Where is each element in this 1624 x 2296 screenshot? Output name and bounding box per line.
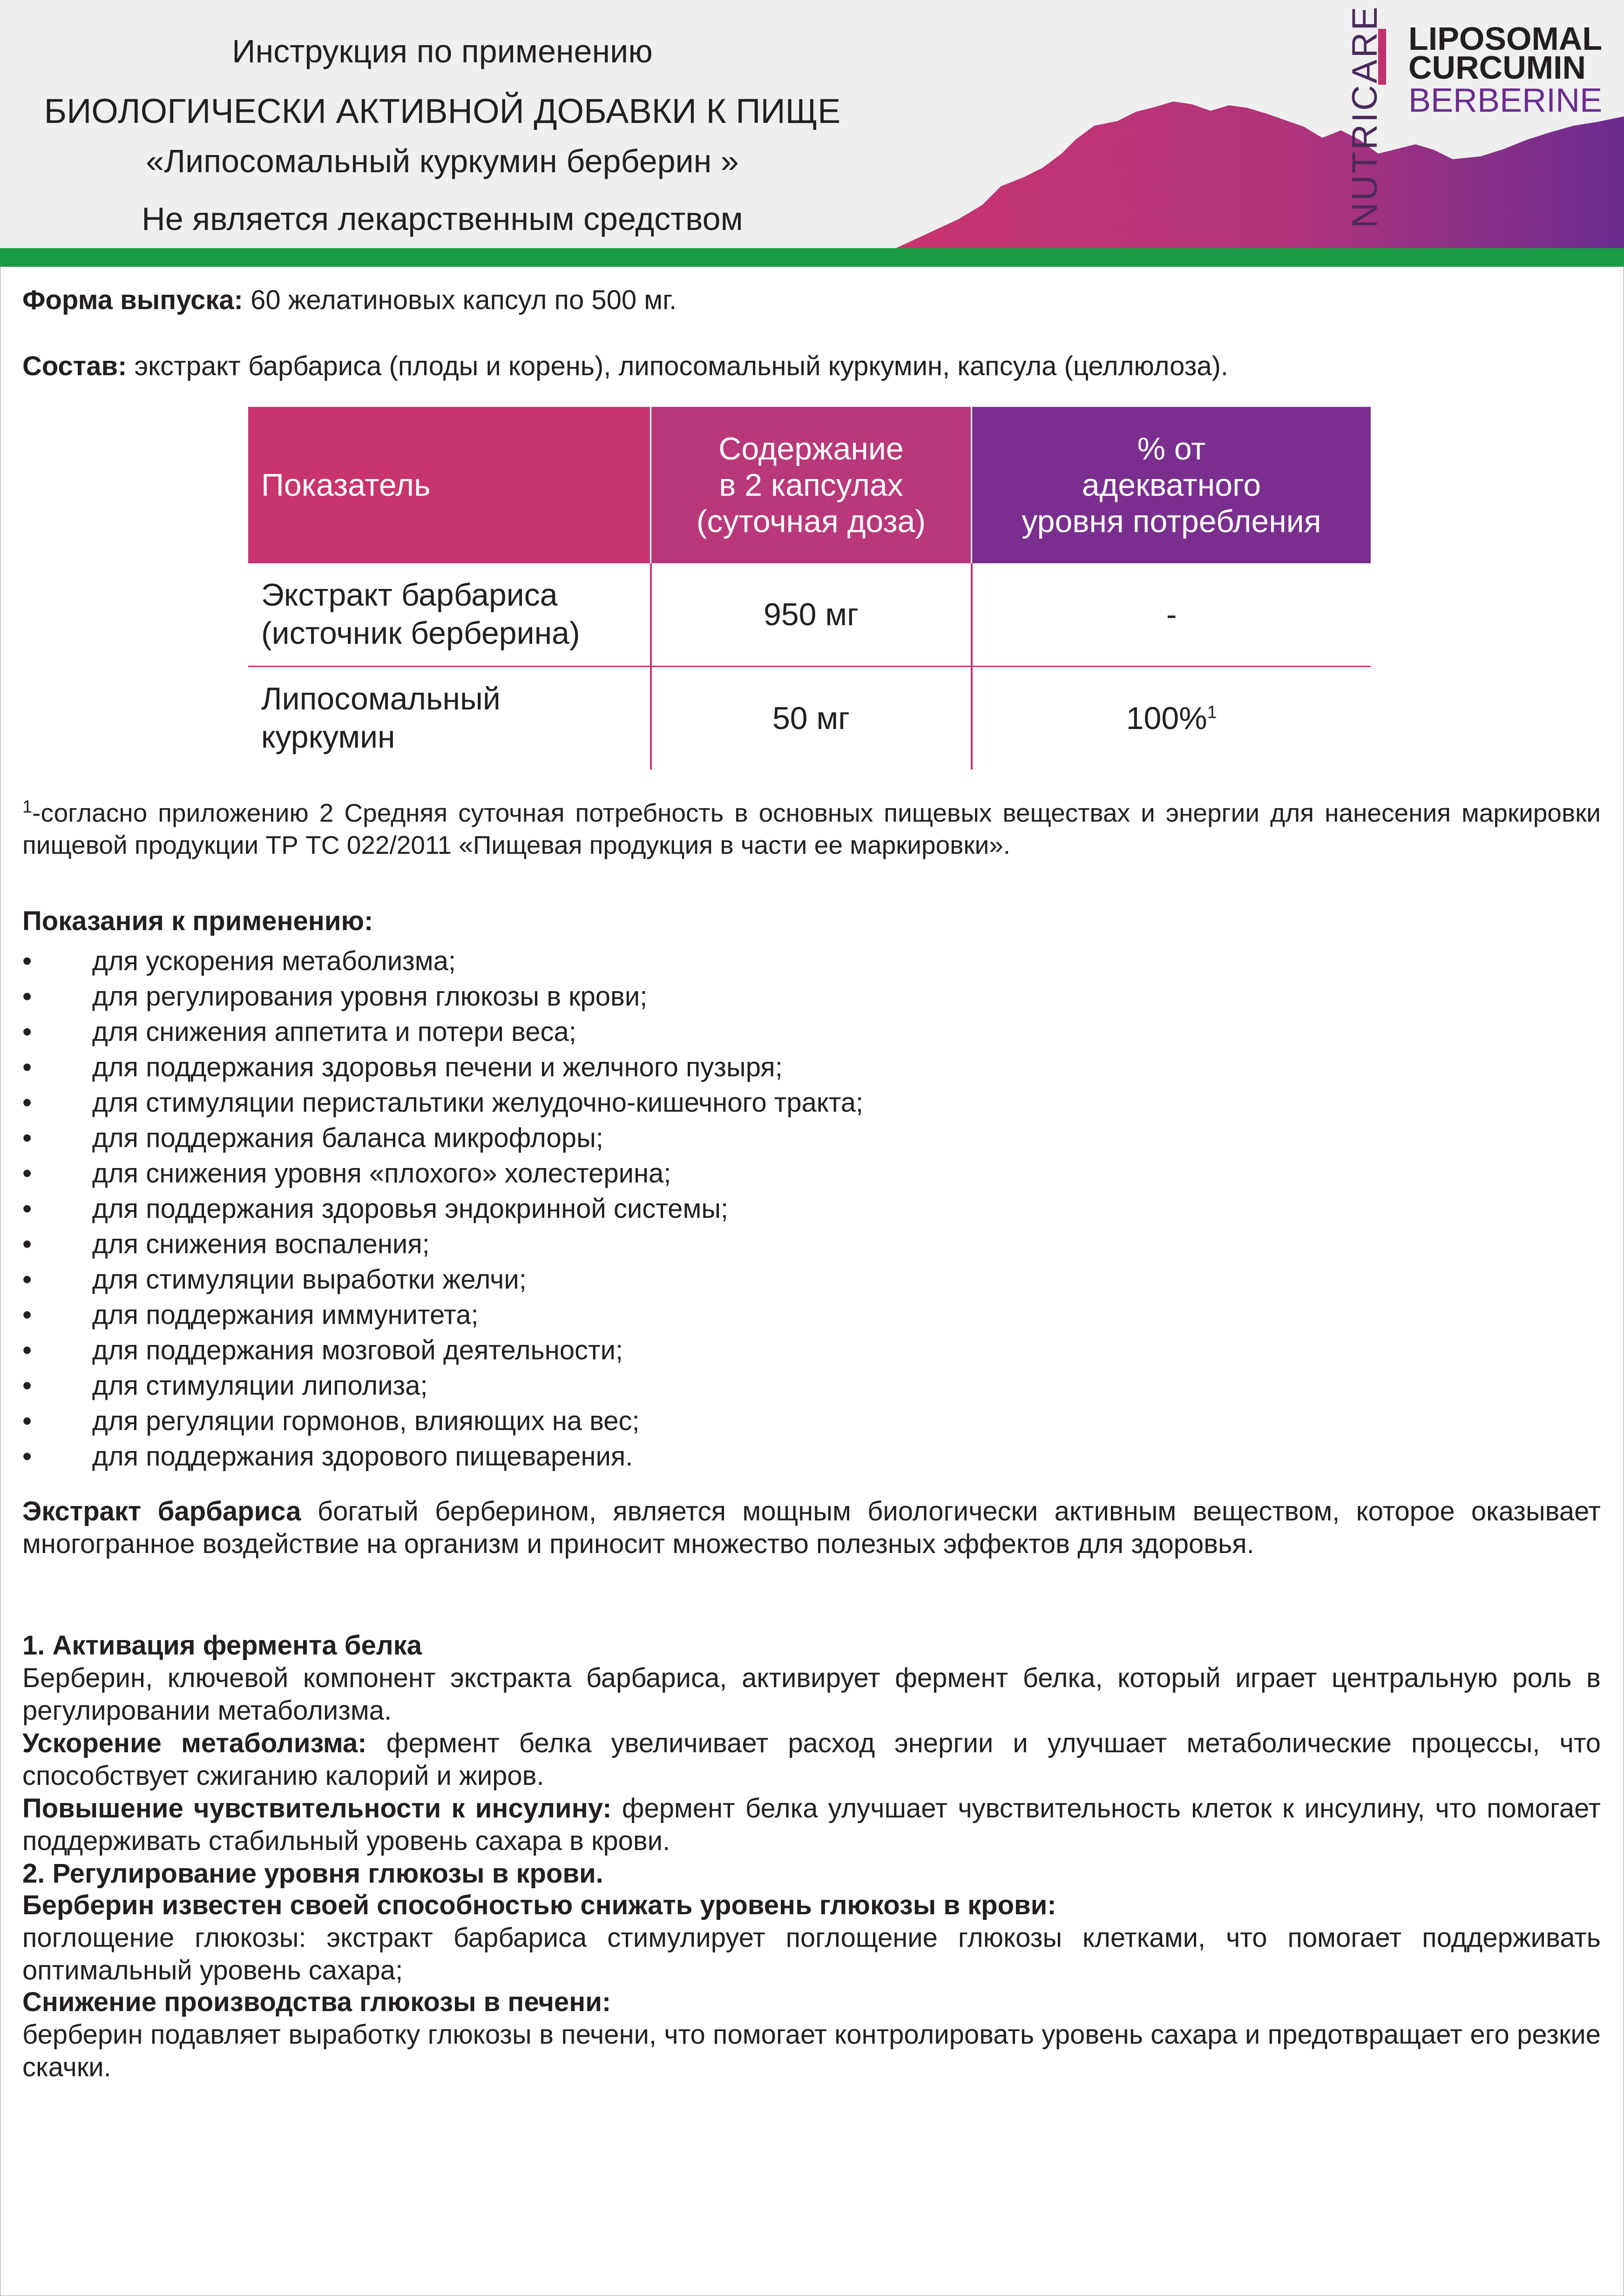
row-amount: 50 мг	[651, 667, 972, 770]
section1-p3-text: фермент белка улучшает чувствительность клеток к инсулину, что помогает поддерживать стабильный уровень сахара в крови.	[22, 1793, 1601, 1856]
list-item-label: для поддержания здорового пищеварения.	[92, 1441, 633, 1472]
section2-subtitle2-text: Снижение производства глюкозы в печени:	[22, 1987, 611, 2017]
section2-subtitle-text: Берберин известен своей способностью снижать уровень глюкозы в крови:	[22, 1890, 1056, 1920]
footnote-mark: 1	[22, 797, 33, 817]
row-percent-sup: 1	[1207, 702, 1217, 723]
row-percent-value: 100%	[1126, 701, 1207, 736]
list-item-label: для регуляции гормонов, влияющих на вес;	[92, 1406, 640, 1436]
table-header-row	[248, 407, 1371, 563]
section1-title	[22, 1629, 1601, 1662]
footnote	[22, 797, 1601, 861]
bullet-dot: •	[22, 1229, 32, 1259]
row-name	[248, 563, 651, 667]
list-item-label: для снижения воспаления;	[92, 1229, 430, 1259]
section1-p2-bold: Ускорение метаболизма:	[22, 1728, 367, 1758]
bullet-dot: •	[22, 946, 32, 976]
header-line-4: Не является лекарственным средством	[142, 201, 743, 237]
table-row	[248, 667, 1371, 770]
bullet-dot: •	[22, 1264, 32, 1295]
row-name	[248, 667, 651, 770]
table-header-indicator: Показатель	[248, 407, 651, 563]
section1-text: Берберин, ключевой компонент экстракта барбариса, активирует фермент белка, который играет центральную роль в регулировании метаболизма.	[22, 1663, 1601, 1726]
header3-line: % от	[1137, 431, 1206, 466]
table-header-content	[651, 407, 972, 563]
list-item-label: для ускорения метаболизма;	[92, 946, 456, 976]
bullet-dot: •	[22, 1158, 32, 1189]
bullet-dot: •	[22, 1371, 32, 1401]
row-percent	[972, 667, 1371, 770]
bullet-dot: •	[22, 1194, 32, 1224]
composition-value: экстракт барбариса (плоды и корень), липосомальный куркумин, капсула (целлюлоза).	[127, 351, 1229, 381]
row-amount: 950 мг	[651, 563, 972, 667]
extract-bold: Экстракт барбариса	[22, 1496, 301, 1526]
composition-label: Состав:	[22, 351, 127, 381]
row-percent: -	[972, 563, 1371, 667]
header-green-bar	[0, 248, 1624, 267]
form-line	[22, 284, 1601, 317]
list-item-label: для поддержания здоровья печени и желчного пузыря;	[92, 1052, 783, 1082]
bullet-dot: •	[22, 1017, 32, 1047]
header-line-2: БИОЛОГИЧЕСКИ АКТИВНОЙ ДОБАВКИ К ПИЩЕ	[44, 92, 841, 130]
table-row	[248, 563, 1371, 667]
list-item-label: для поддержания мозговой деятельности;	[92, 1335, 623, 1365]
bullet-dot: •	[22, 1335, 32, 1365]
composition-line	[22, 350, 1601, 383]
header-line-1: Инструкция по применению	[232, 33, 653, 69]
header-banner	[0, 0, 1624, 255]
bullet-dot: •	[22, 1300, 32, 1330]
indications-title	[22, 905, 1601, 938]
list-item-label: для снижения уровня «плохого» холестерина;	[92, 1158, 671, 1189]
logo-brand: NUTRICARE	[1345, 5, 1385, 228]
indications-title-text: Показания к применению:	[22, 906, 373, 936]
list-item-label: для стимуляции перистальтики желудочно-кишечного тракта;	[92, 1087, 864, 1118]
section2-title	[22, 1857, 1601, 1890]
header2-line: (суточная доза)	[696, 504, 926, 540]
section2-title-text: 2. Регулирование уровня глюкозы в крови.	[22, 1858, 603, 1889]
form-value: 60 желатиновых капсул по 500 мг.	[243, 285, 677, 315]
header2-line: в 2 капсулах	[719, 467, 903, 503]
table-header-percent	[972, 407, 1371, 563]
header2-line: Содержание	[718, 431, 904, 466]
nutrition-table	[248, 407, 1371, 770]
section1-p3-bold: Повышение чувствительности к инсулину:	[22, 1793, 612, 1823]
row-name-line: Экстракт барбариса	[261, 577, 558, 613]
logo-line-1: LIPOSOMAL	[1408, 20, 1603, 57]
extract-paragraph	[22, 1495, 1601, 1560]
logo-line-2: CURCUMIN	[1408, 49, 1586, 86]
header3-line: адекватного	[1082, 467, 1261, 503]
section2-subtitle	[22, 1889, 1601, 1922]
list-item-label: для поддержания здоровья эндокринной системы;	[92, 1194, 729, 1224]
bullet-dot: •	[22, 1123, 32, 1153]
row-name-line: Липосомальный	[261, 681, 501, 717]
form-label: Форма выпуска:	[22, 285, 243, 315]
section1-p2	[22, 1727, 1601, 1792]
list-item-label: для стимуляции липолиза;	[92, 1371, 428, 1401]
bullet-dot: •	[22, 1441, 32, 1472]
header3-line: уровня потребления	[1022, 504, 1321, 540]
footnote-text: -согласно приложению 2 Средняя суточная потребность в основных пищевых веществах и энергии для нанесения маркировки пищевой продукции ТР ТС 022/2011 «Пищевая продукция в части ее маркировки».	[22, 798, 1601, 859]
list-item-label: для поддержания иммунитета;	[92, 1300, 479, 1330]
row-name-line: (источник берберина)	[261, 615, 580, 651]
list-item-label: для поддержания баланса микрофлоры;	[92, 1123, 603, 1153]
section2-subtitle2	[22, 1986, 1601, 2019]
bullet-dot: •	[22, 1052, 32, 1082]
section2-text1: поглощение глюкозы: экстракт барбариса стимулирует поглощение глюкозы клетками, что помогает поддерживать оптимальный уровень сахара;	[22, 1923, 1601, 1985]
row-name-line: куркумин	[261, 719, 395, 755]
section1-p2-text: фермент белка увеличивает расход энергии и улучшает метаболические процессы, что способствует сжиганию калорий и жиров.	[22, 1728, 1601, 1791]
logo-line-3: BERBERINE	[1408, 82, 1603, 119]
section2-text2: берберин подавляет выработку глюкозы в печени, что помогает контролировать уровень сахара и предотвращает его резкие скачки.	[22, 2019, 1601, 2082]
list-item-label: для стимуляции выработки желчи;	[92, 1264, 527, 1295]
section1-title-text: 1. Активация фермента белка	[22, 1630, 422, 1661]
bullet-dot: •	[22, 1087, 32, 1118]
list-item-label: для снижения аппетита и потери веса;	[92, 1017, 576, 1047]
bullet-dot: •	[22, 1406, 32, 1436]
header-line-3: «Липосомальный куркумин берберин »	[146, 143, 739, 179]
section1-p3	[22, 1792, 1601, 1857]
extract-text: богатый берберином, является мощным биологически активным веществом, которое оказывает многогранное воздействие на организм и приносит множество полезных эффектов для здоровья.	[22, 1496, 1601, 1559]
list-item-label: для регулирования уровня глюкозы в крови;	[92, 981, 648, 1012]
bullet-dot: •	[22, 981, 32, 1012]
